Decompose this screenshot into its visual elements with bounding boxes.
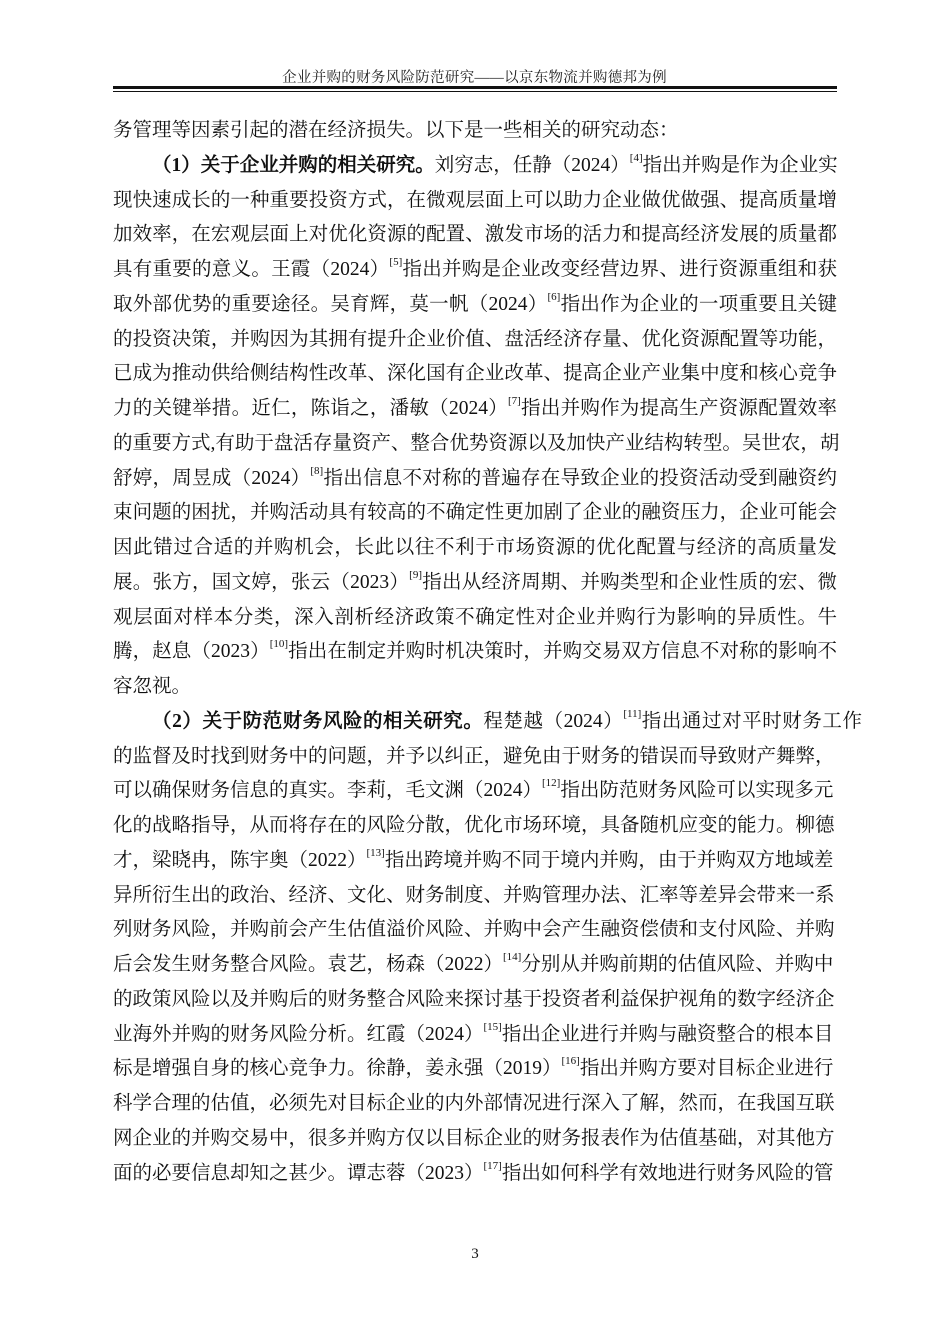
citation-ref: [17] <box>483 1159 502 1172</box>
text-line <box>113 496 837 531</box>
page-number: 3 <box>471 1246 479 1262</box>
text-line <box>113 809 835 844</box>
text-line <box>113 462 837 497</box>
text-run: 程楚越（2024） <box>483 710 624 732</box>
citation-ref: [5] <box>389 256 403 268</box>
citation-ref: [14] <box>503 951 522 963</box>
header-rule-thin <box>113 91 837 92</box>
text-run: 力的关键举措。近仁，陈诣之，潘敏（2024） <box>113 398 508 419</box>
paragraph <box>113 114 837 149</box>
text-line <box>113 114 837 149</box>
text-line <box>113 392 837 427</box>
text-run: 网企业的并购交易中，很多并购方仅以目标企业的财务报表作为估值基础，对其他方 <box>113 1127 835 1149</box>
text-run: 才，梁晓冉，陈宇奥（2022） <box>113 849 367 871</box>
text-run: 指出跨境并购不同于境内并购，由于并购双方地域差 <box>384 849 834 871</box>
text-line <box>113 566 837 601</box>
text-run: 化的战略指导，从而将存在的风险分散，优化市场环境，具备随机应变的能力。柳德 <box>113 815 835 836</box>
text-run: 务管理等因素引起的潜在经济损失。以下是一些相关的研究动态： <box>113 120 679 141</box>
text-line <box>113 948 834 983</box>
text-run: 指出从经济周期、并购类型和企业性质的宏、微 <box>422 571 837 593</box>
text-line <box>113 184 837 219</box>
text-line <box>113 427 840 462</box>
text-run: 业海外并购的财务风险分析。红霞（2024） <box>113 1023 484 1045</box>
text-run: 具有重要的意义。王霞（2024） <box>113 259 390 280</box>
text-run: 指出并购是作为企业实 <box>642 154 838 176</box>
body-text <box>113 114 862 1191</box>
text-run: 指出企业进行并购与融资整合的根本目 <box>501 1023 834 1045</box>
text-run: 舒婷，周昱成（2024） <box>113 467 311 489</box>
text-run: 加效率，在宏观层面上对优化资源的配置、激发市场的活力和提高经济发展的质量都 <box>113 224 837 246</box>
text-run: 指出并购作为提高生产资源配置效率 <box>520 398 837 419</box>
text-run: 指出信息不对称的普遍存在导致企业的投资活动受到融资约 <box>323 467 837 489</box>
text-run: 刘穷志，任静（2024） <box>434 154 630 176</box>
text-run: 面的必要信息却知之甚少。谭志蓉（2023） <box>113 1162 484 1184</box>
text-line <box>113 601 837 636</box>
running-header-title: 企业并购的财务风险防范研究——以京东物流并购德邦为例 <box>282 70 667 86</box>
citation-ref: [15] <box>483 1020 502 1033</box>
citation-ref: [4] <box>629 151 643 164</box>
text-run: 因此错过合适的并购机会，长此以往不利于市场资源的优化配置与经济的高质量发 <box>113 537 837 558</box>
text-run: 束问题的困扰，并购活动具有较高的不确定性更加剧了企业的融资压力，企业可能会 <box>113 502 837 524</box>
text-line <box>113 740 835 775</box>
text-run: 指出如何科学有效地进行财务风险的管 <box>501 1162 834 1184</box>
header-rule-thick <box>113 86 837 89</box>
text-line <box>113 531 837 566</box>
text-run: 观层面对样本分类，深入剖析经济政策不确定性对企业并购行为影响的异质性。牛 <box>113 606 837 628</box>
text-line <box>113 774 834 809</box>
section-heading: （2）关于防范财务风险的相关研究。 <box>152 710 484 732</box>
citation-ref: [12] <box>542 777 561 790</box>
text-line <box>113 1122 835 1157</box>
text-line <box>113 357 837 392</box>
text-line <box>113 705 862 740</box>
citation-ref: [8] <box>310 464 324 477</box>
citation-ref: [11] <box>623 707 642 720</box>
text-run: 指出作为企业的一项重要且关键 <box>560 293 837 315</box>
text-run: 的政策风险以及并购后的财务整合风险来探讨基于投资者利益保护视角的数字经济企 <box>113 988 835 1010</box>
text-run: 后会发生财务整合风险。袁艺，杨森（2022） <box>113 954 504 975</box>
text-run: 列财务风险，并购前会产生估值溢价风险、并购中会产生融资偿债和支付风险、并购 <box>113 919 835 941</box>
text-line <box>113 844 834 879</box>
citation-ref: [6] <box>547 290 561 303</box>
text-line <box>113 149 837 184</box>
text-line <box>113 879 835 914</box>
text-line <box>113 1018 834 1053</box>
text-line <box>113 218 837 253</box>
text-run: 现快速成长的一种重要投资方式，在微观层面上可以助力企业做优做强、提高质量增 <box>113 189 837 211</box>
text-line <box>113 635 837 670</box>
text-run: 指出在制定并购时机决策时，并购交易双方信息不对称的影响不 <box>288 641 837 663</box>
text-run: 容忽视。 <box>113 676 192 697</box>
text-run: 的重要方式,有助于盘活存量资产、整合优势资源以及加快产业结构转型。吴世农，胡 <box>113 432 840 454</box>
text-line <box>113 253 837 288</box>
section-heading: （1）关于企业并购的相关研究。 <box>152 154 435 176</box>
text-run: 展。张方，国文婷，张云（2023） <box>113 571 410 593</box>
text-line <box>113 1157 834 1192</box>
citation-ref: [16] <box>561 1055 580 1068</box>
text-run: 科学合理的估值，必须先对目标企业的内外部情况进行深入了解，然而，在我国互联 <box>113 1093 835 1114</box>
text-run: 指出通过对平时财务工作 <box>641 710 862 732</box>
text-run: 指出防范财务风险可以实现多元 <box>560 780 834 802</box>
text-line <box>113 670 837 705</box>
citation-ref: [10] <box>269 638 289 651</box>
text-run: 标是增强自身的核心竞争力。徐静，姜永强（2019） <box>113 1058 562 1080</box>
text-run: 指出并购方要对目标企业进行 <box>579 1058 834 1080</box>
text-run: 分别从并购前期的估值风险、并购中 <box>521 954 834 975</box>
citation-ref: [7] <box>507 395 521 407</box>
text-run: 的投资决策，并购因为其拥有提升企业价值、盘活经济存量、优化资源配置等功能， <box>113 328 837 350</box>
text-line <box>113 913 835 948</box>
text-line <box>113 1052 834 1087</box>
text-line <box>113 1087 835 1122</box>
text-run: 异所衍生出的政治、经济、文化、财务制度、并购管理办法、汇率等差异会带来一系 <box>113 884 835 906</box>
paragraph <box>113 705 862 1192</box>
text-run: 取外部优势的重要途径。吴育辉，莫一帆（2024） <box>113 293 548 315</box>
text-line <box>113 323 837 358</box>
citation-ref: [13] <box>366 846 385 859</box>
text-run: 已成为推动供给侧结构性改革、深化国有企业改革、提高企业产业集中度和核心竞争 <box>113 363 837 385</box>
paragraph <box>113 149 840 705</box>
text-run: 可以确保财务信息的真实。李莉，毛文渊（2024） <box>113 780 543 802</box>
text-run: 指出并购是企业改变经营边界、进行资源重组和获 <box>402 259 837 280</box>
citation-ref: [9] <box>409 568 422 581</box>
text-run: 腾，赵息（2023） <box>113 641 270 663</box>
text-line <box>113 288 837 323</box>
text-line <box>113 983 835 1018</box>
header-double-rule <box>113 86 837 92</box>
text-run: 的监督及时找到财务中的问题，并予以纠正，避免由于财务的错误而导致财产舞弊， <box>113 745 835 767</box>
